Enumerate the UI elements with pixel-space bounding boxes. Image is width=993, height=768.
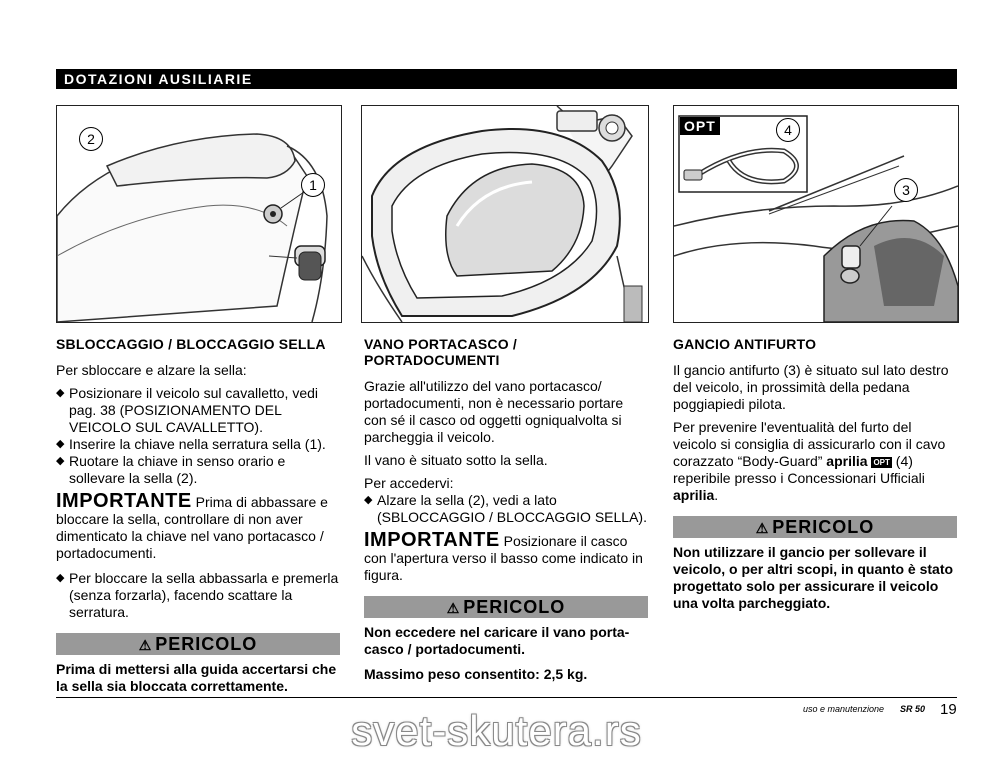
opt-badge: OPT [680,117,720,135]
column-seat [56,336,340,695]
step-list [364,492,648,526]
helmet-compartment-figure [361,105,649,323]
bullet-icon: ◆ [56,572,65,584]
warning-icon: ⚠ [755,520,770,536]
footer-rule [56,697,957,698]
paragraph: Grazie all'utilizzo del vano portacasco/ portadocumenti, non è necessario portare con sé il casco od oggetti ogniqualvolta si parcheggia il veicolo. [364,378,624,445]
danger-banner: ⚠ PERICOLO [673,516,957,538]
section-heading-compartment: VANO PORTACASCO / PORTADOCUMENTI [364,336,517,368]
antitheft-figure [673,105,959,323]
warning-icon: ⚠ [138,637,153,653]
important-note: IMPORTANTE Prima di abbassare e bloccare la sella, controllare di non aver dimenticato la chiave nel vano portacasco / portadocumenti. [56,490,328,561]
brand-name: aprilia [826,453,868,469]
callout-3: 3 [894,178,918,202]
column-helmet-compartment [364,336,648,683]
list-item: ◆ Posizionare il veicolo sul cavalletto, vedi pag. 38 (POSIZIONAMENTO DEL VEICOLO SUL CAVALLETTO). [56,385,319,435]
section-heading-seat: SBLOCCAGGIO / BLOCCAGGIO SELLA [56,336,326,352]
important-label: IMPORTANTE [364,529,500,551]
section-title: DOTAZIONI AUSILIARIE [64,71,253,87]
danger-banner: ⚠ PERICOLO [364,596,648,618]
important-label: IMPORTANTE [56,490,192,512]
bullet-icon: ◆ [56,455,65,467]
seat-figure [56,105,342,323]
opt-tag: OPT [873,458,890,467]
paragraph: Per sbloccare e alzare la sella: [56,362,247,378]
column-antitheft [673,336,957,612]
list-item: ◆ Alzare la sella (2), vedi a lato (SBLOCCAGGIO / BLOCCAGGIO SELLA). [364,492,647,525]
section-heading-antitheft: GANCIO ANTIFURTO [673,336,817,352]
paragraph: Per prevenire l'eventualità del furto del veicolo si consiglia di assicurarlo con il cavo corazzato “Body-Guard” aprilia OPT (4) reperibile presso i Concessionari Ufficiali aprilia. [673,419,946,503]
step-list [56,570,340,621]
footer-model: SR 50 [900,704,926,714]
bullet-icon: ◆ [364,494,373,506]
danger-text: Non utilizzare il gancio per sollevare il veicolo, o per altri scopi, in quanto è stato progettato solo per assicurare il veicolo una volta parcheggiato. [673,544,954,611]
callout-1: 1 [301,173,325,197]
list-item: ◆ Inserire la chiave nella serratura sella (1). [56,436,326,452]
bullet-icon: ◆ [56,438,65,450]
max-weight-text: Massimo peso consentito: 2,5 kg. [364,666,588,682]
important-note: IMPORTANTE Posizionare il casco con l'apertura verso il basso come indicato in figura. [364,529,643,583]
paragraph: Il vano è situato sotto la sella. [364,452,548,468]
paragraph: Per accedervi: [364,475,454,491]
page-number: 19 [940,701,957,718]
step-list [56,385,340,487]
danger-text: Non eccedere nel caricare il vano porta-casco / portadocumenti. [364,624,630,657]
watermark: svet-skutera.rs [351,707,642,754]
bullet-icon: ◆ [56,387,65,399]
danger-text: Prima di mettersi alla guida accertarsi che la sella sia bloccata correttamente. [56,661,337,694]
list-item: ◆ Per bloccare la sella abbassarla e premerla (senza forzarla), facendo scattare la serratura. [56,570,339,620]
paragraph: Il gancio antifurto (3) è situato sul lato destro del veicolo, in prossimità della pedana poggiapiedi pilota. [673,362,949,412]
list-item: ◆ Ruotare la chiave in senso orario e sollevare la sella (2). [56,453,286,486]
section-header [56,69,957,89]
warning-icon: ⚠ [446,600,461,616]
callout-4: 4 [776,118,800,142]
footer-doc-title: uso e manutenzione [803,704,885,714]
callout-2: 2 [79,127,103,151]
brand-name: aprilia [673,487,715,503]
danger-banner: ⚠ PERICOLO [56,633,340,655]
